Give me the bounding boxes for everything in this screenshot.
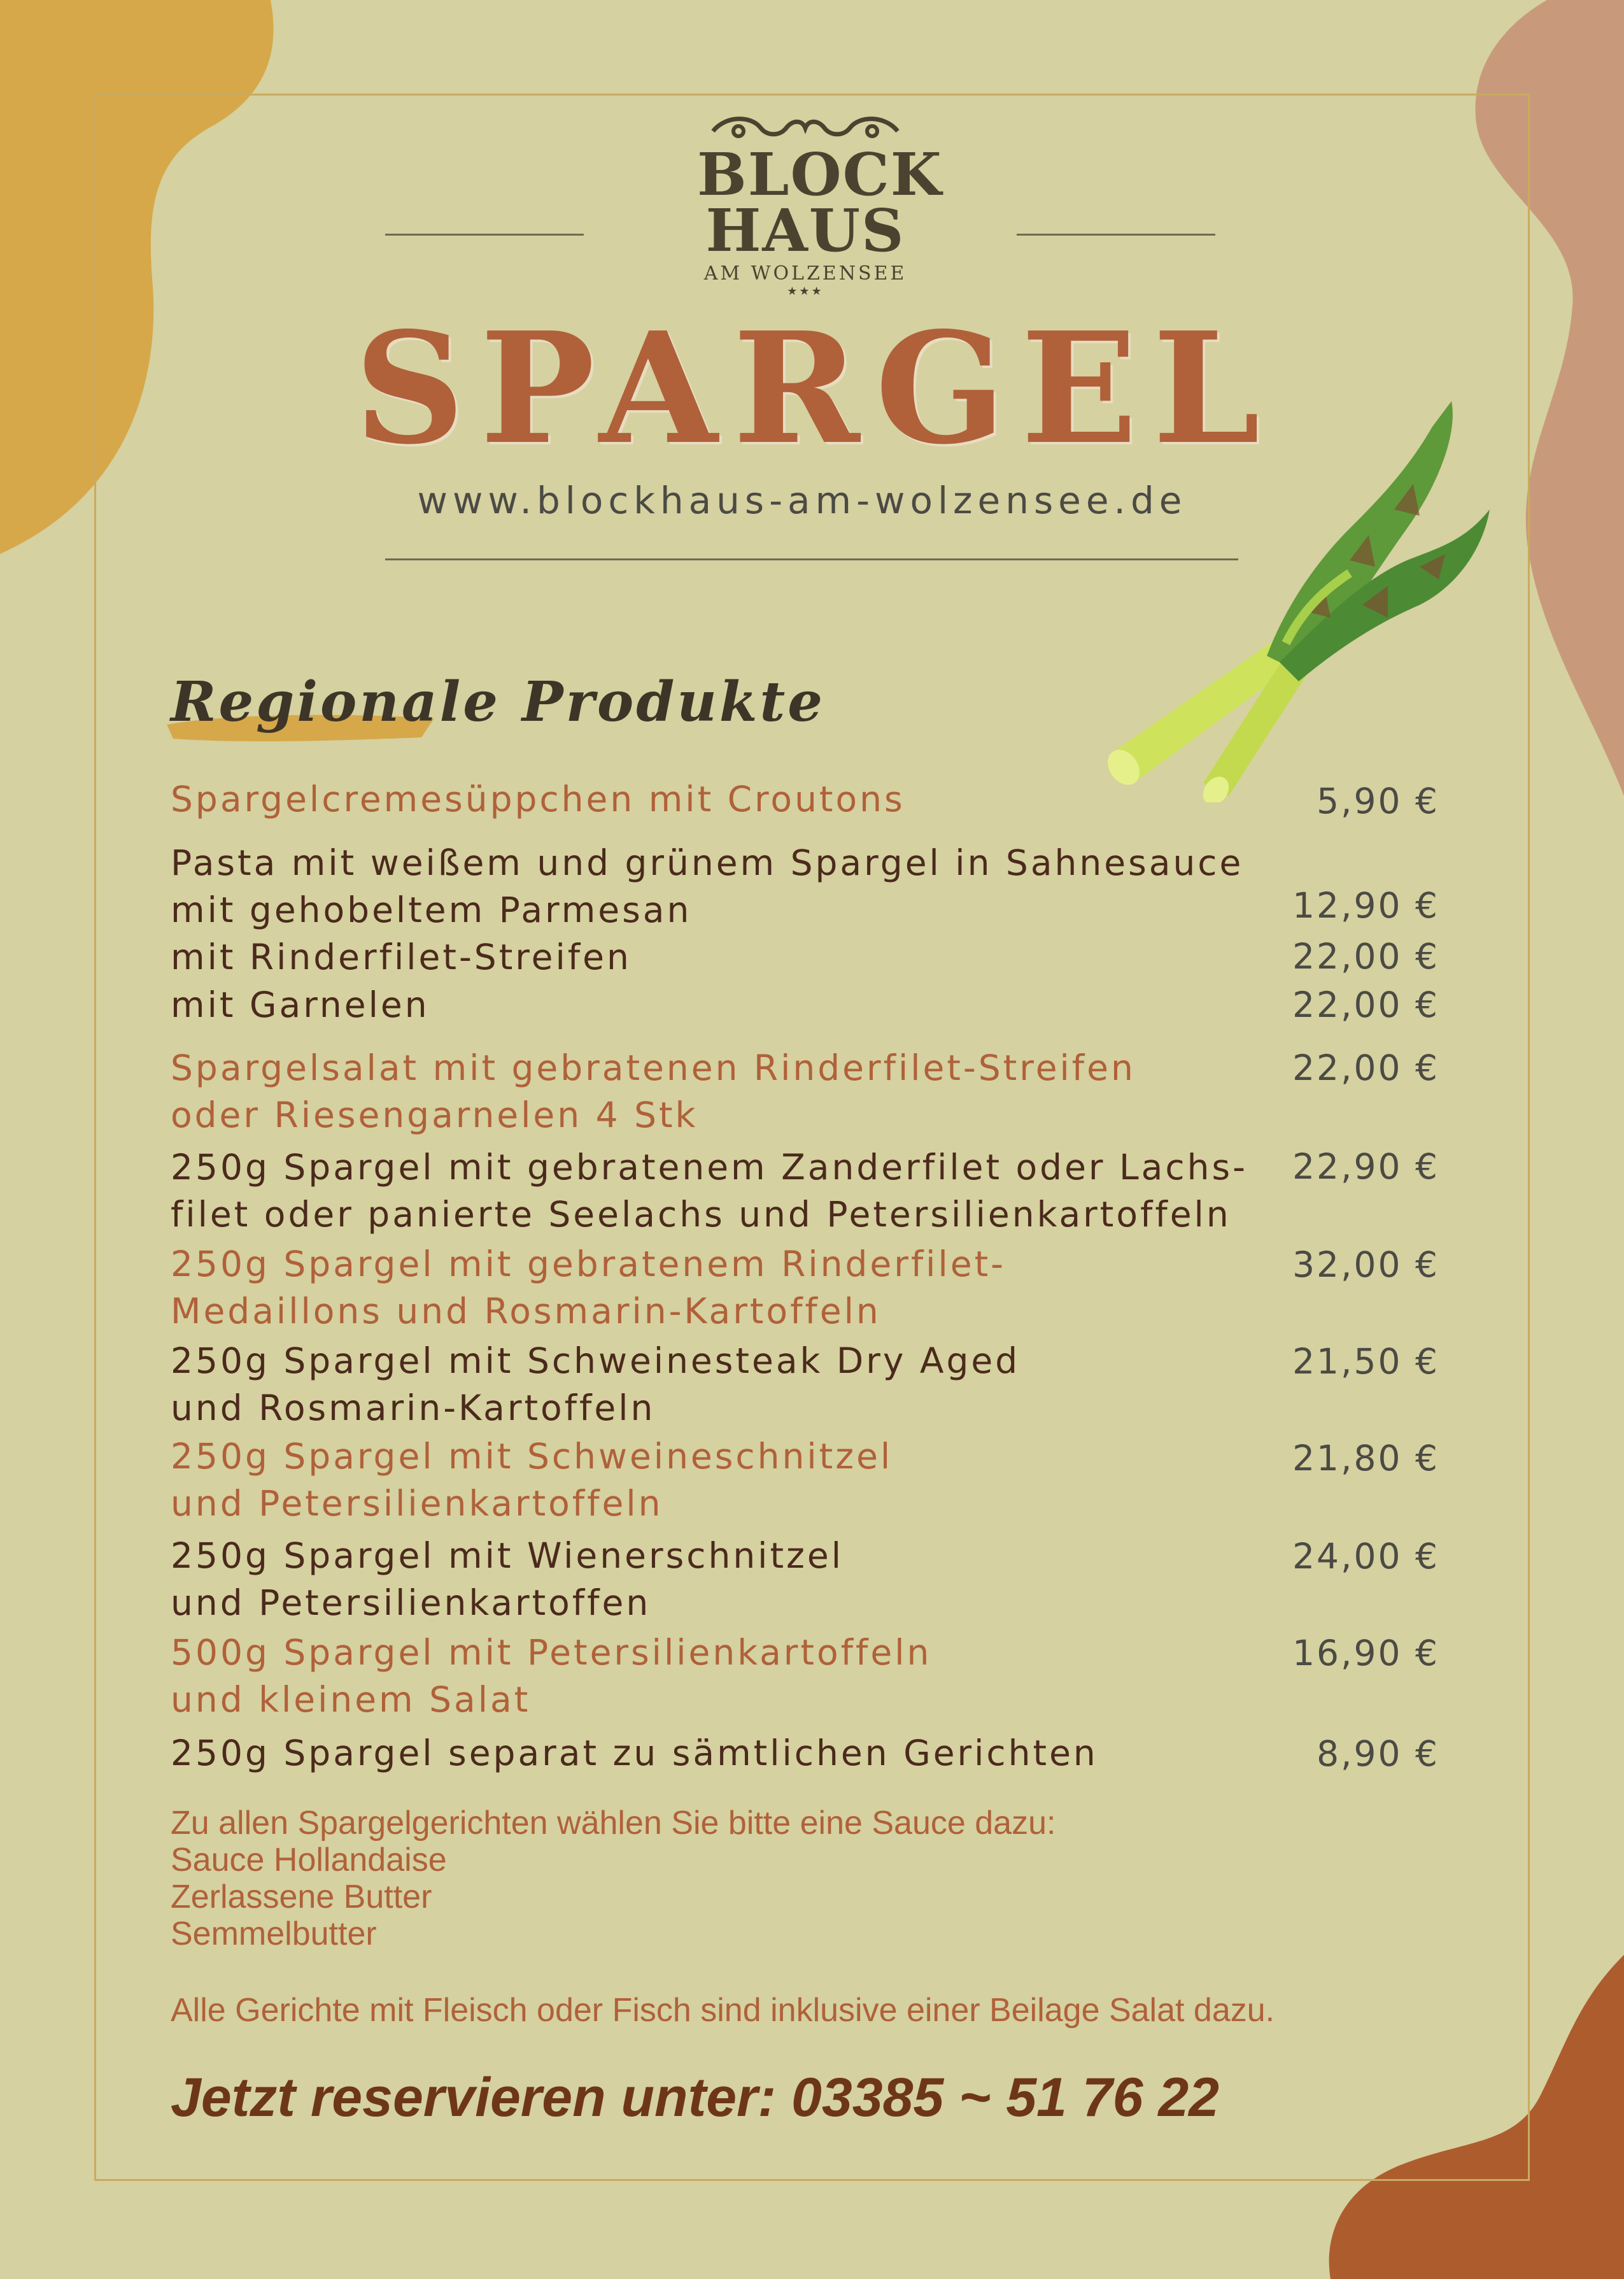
ornament-icon xyxy=(700,112,910,144)
menu-item-pasta: Pasta mit weißem und grünem Spargel in Sahnesauce xyxy=(171,842,1244,883)
menu-item-beef-line-1: 250g Spargel mit gebratenem Rinderfilet- xyxy=(171,1244,1006,1284)
divider-top-right xyxy=(1017,234,1215,236)
price-beef: 32,00 € xyxy=(1292,1244,1439,1285)
price-fish: 22,90 € xyxy=(1292,1146,1439,1187)
price-separate: 8,90 € xyxy=(1317,1733,1439,1774)
divider-top-left xyxy=(385,234,584,236)
logo-line-2: HAUS xyxy=(705,196,905,265)
logo-subtitle: AM WOLZENSEE xyxy=(703,262,907,285)
menu-item-fish-line-1: 250g Spargel mit gebratenem Zanderfilet oder Lachs- xyxy=(171,1147,1248,1188)
menu-item-salad-line-2: oder Riesengarnelen 4 Stk xyxy=(171,1095,698,1135)
price-pasta-option-1: 12,90 € xyxy=(1292,885,1439,926)
price-schnitzel: 21,80 € xyxy=(1292,1438,1439,1479)
menu-item-salad-line-1: Spargelsalat mit gebratenen Rinderfilet-Streifen xyxy=(171,1047,1136,1088)
side-salad-note: Alle Gerichte mit Fleisch oder Fisch sind inklusive einer Beilage Salat dazu. xyxy=(171,1992,1275,2029)
website-url: www.blockhaus-am-wolzensee.de xyxy=(417,479,1187,522)
price-big: 16,90 € xyxy=(1292,1633,1439,1673)
menu-item-wiener-line-2: und Petersilienkartoffen xyxy=(171,1582,651,1623)
menu-item-pasta-option-3: mit Garnelen xyxy=(171,984,430,1025)
sauce-intro: Zu allen Spargelgerichten wählen Sie bitte eine Sauce dazu: xyxy=(171,1805,1056,1842)
price-steak: 21,50 € xyxy=(1292,1341,1439,1382)
menu-item-fish-line-2: filet oder panierte Seelachs und Petersilienkartoffeln xyxy=(171,1194,1231,1235)
menu-item-schnitzel-line-1: 250g Spargel mit Schweineschnitzel xyxy=(171,1436,893,1477)
page-title: SPARGEL xyxy=(354,299,1276,478)
menu-item-steak-line-2: und Rosmarin-Kartoffeln xyxy=(171,1388,656,1428)
price-pasta-option-3: 22,00 € xyxy=(1292,984,1439,1025)
menu-item-big-line-1: 500g Spargel mit Petersilienkartoffeln xyxy=(171,1632,932,1673)
price-salad: 22,00 € xyxy=(1292,1047,1439,1088)
logo-line-1: BLOCK xyxy=(697,140,943,209)
menu-item-schnitzel-line-2: und Petersilienkartoffeln xyxy=(171,1483,663,1524)
asparagus-icon xyxy=(1076,395,1509,802)
menu-item-wiener-line-1: 250g Spargel mit Wienerschnitzel xyxy=(171,1535,844,1576)
price-wiener: 24,00 € xyxy=(1292,1536,1439,1577)
menu-item-soup: Spargelcremesüppchen mit Croutons xyxy=(171,779,905,820)
reservation-phone: Jetzt reservieren unter: 03385 ~ 51 76 22 xyxy=(171,2067,1219,2128)
section-heading: Regionale Produkte xyxy=(171,670,825,734)
sauce-item: Zerlassene Butter xyxy=(171,1878,432,1915)
price-soup: 5,90 € xyxy=(1317,781,1439,821)
menu-item-steak-line-1: 250g Spargel mit Schweinesteak Dry Aged xyxy=(171,1340,1020,1381)
logo xyxy=(697,112,943,298)
menu-item-pasta-option-2: mit Rinderfilet-Streifen xyxy=(171,937,632,977)
logo-stars: ★★★ xyxy=(787,285,824,298)
sauce-item: Semmelbutter xyxy=(171,1915,377,1952)
menu-item-pasta-option-1: mit gehobeltem Parmesan xyxy=(171,890,692,930)
menu-item-separate: 250g Spargel separat zu sämtlichen Gerichten xyxy=(171,1733,1098,1773)
sauce-item: Sauce Hollandaise xyxy=(171,1842,447,1878)
price-pasta-option-2: 22,00 € xyxy=(1292,936,1439,977)
menu-item-big-line-2: und kleinem Salat xyxy=(171,1679,531,1720)
menu-item-beef-line-2: Medaillons und Rosmarin-Kartoffeln xyxy=(171,1291,881,1331)
